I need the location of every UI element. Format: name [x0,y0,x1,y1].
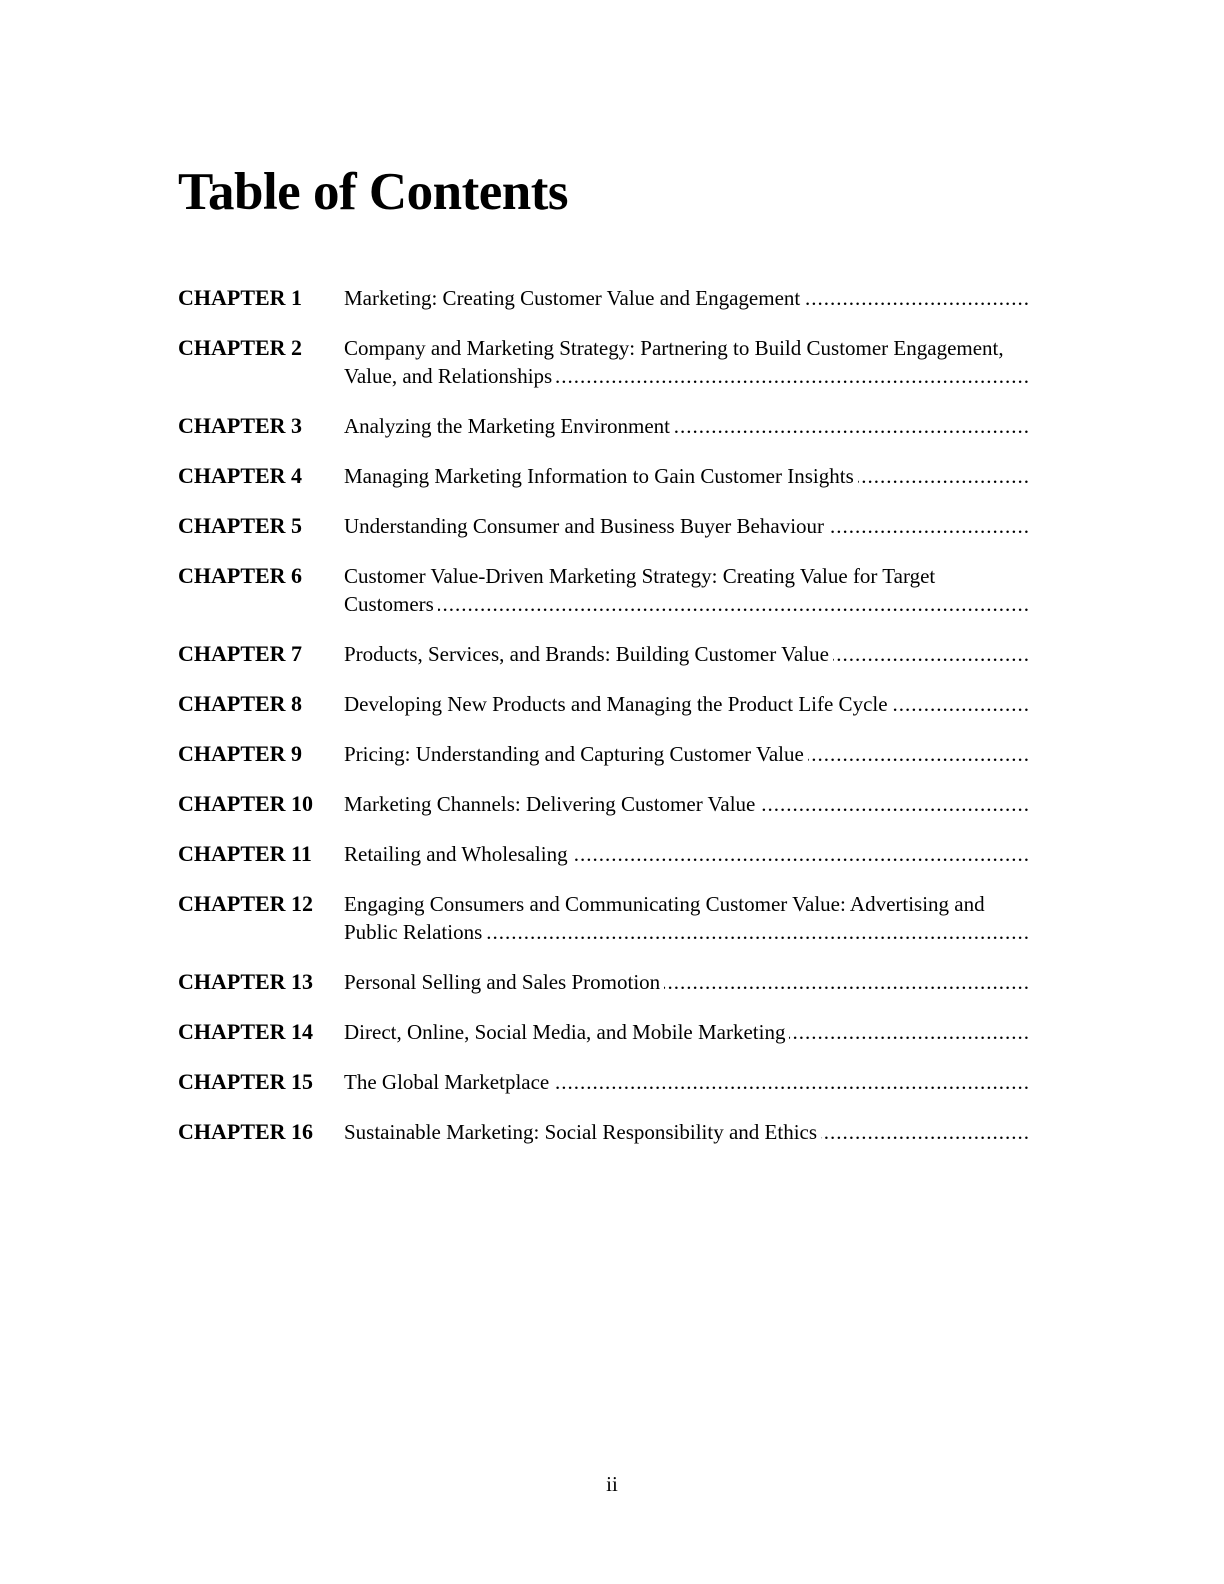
chapter-label: CHAPTER 9 [178,741,303,766]
chapter-title[interactable]: Sustainable Marketing: Social Responsibility and Ethics ..... [344,1118,1030,1146]
chapter-label: CHAPTER 7 [178,641,303,666]
toc-entry[interactable] [178,334,1030,390]
toc-entry[interactable] [178,968,1030,996]
toc-entry[interactable] [178,462,1030,490]
toc-entry[interactable] [178,890,1030,946]
table-of-contents [178,284,1030,1168]
toc-entry[interactable] [178,740,1030,768]
toc-entry[interactable] [178,412,1030,440]
toc-entry[interactable] [178,690,1030,718]
chapter-label: CHAPTER 15 [178,1069,314,1094]
chapter-title[interactable]: Personal Selling and Sales Promotion ..... [344,968,1030,996]
toc-entry[interactable] [178,1118,1030,1146]
chapter-label: CHAPTER 6 [178,563,303,588]
chapter-label: CHAPTER 8 [178,691,303,716]
chapter-title[interactable]: Analyzing the Marketing Environment ..... [344,412,1030,440]
chapter-label: CHAPTER 13 [178,969,314,994]
chapter-title[interactable]: Products, Services, and Brands: Building Customer Value ..... [344,640,1030,668]
toc-entry[interactable] [178,284,1030,312]
chapter-label: CHAPTER 4 [178,463,303,488]
chapter-title[interactable]: Retailing and Wholesaling ..... [344,840,1030,868]
chapter-label: CHAPTER 11 [178,841,312,866]
toc-entry[interactable] [178,562,1030,618]
toc-entry[interactable] [178,790,1030,818]
page-number: ii [606,1472,618,1496]
chapter-label: CHAPTER 5 [178,513,303,538]
chapter-label: CHAPTER 12 [178,891,314,916]
chapter-label: CHAPTER 16 [178,1119,314,1144]
chapter-title[interactable]: Marketing: Creating Customer Value and Engagement ..... [344,284,1030,312]
toc-entry[interactable] [178,1068,1030,1096]
chapter-title[interactable]: The Global Marketplace ..... [344,1068,1030,1096]
toc-entry[interactable] [178,840,1030,868]
chapter-title[interactable]: Developing New Products and Managing the Product Life Cycle ..... [344,690,1030,718]
toc-entry[interactable] [178,1018,1030,1046]
chapter-title[interactable]: Marketing Channels: Delivering Customer Value ..... [344,790,1030,818]
toc-entry[interactable] [178,512,1030,540]
chapter-label: CHAPTER 10 [178,791,314,816]
chapter-title[interactable]: Customer Value-Driven Marketing Strategy: Creating Value for Target Customers ..... [344,562,1030,618]
page-title: Table of Contents [178,163,569,221]
chapter-title[interactable]: Engaging Consumers and Communicating Customer Value: Advertising and Public Relations ..... [344,890,1030,946]
chapter-label: CHAPTER 2 [178,335,303,360]
chapter-title[interactable]: Direct, Online, Social Media, and Mobile Marketing ..... [344,1018,1030,1046]
chapter-title[interactable]: Understanding Consumer and Business Buyer Behaviour ..... [344,512,1030,540]
chapter-label: CHAPTER 1 [178,285,303,310]
chapter-title[interactable]: Company and Marketing Strategy: Partnering to Build Customer Engagement, Value, and Relationships ..... [344,334,1030,390]
chapter-label: CHAPTER 14 [178,1019,314,1044]
chapter-title[interactable]: Pricing: Understanding and Capturing Customer Value ..... [344,740,1030,768]
chapter-title[interactable]: Managing Marketing Information to Gain Customer Insights ..... [344,462,1030,490]
toc-entry[interactable] [178,640,1030,668]
chapter-label: CHAPTER 3 [178,413,303,438]
